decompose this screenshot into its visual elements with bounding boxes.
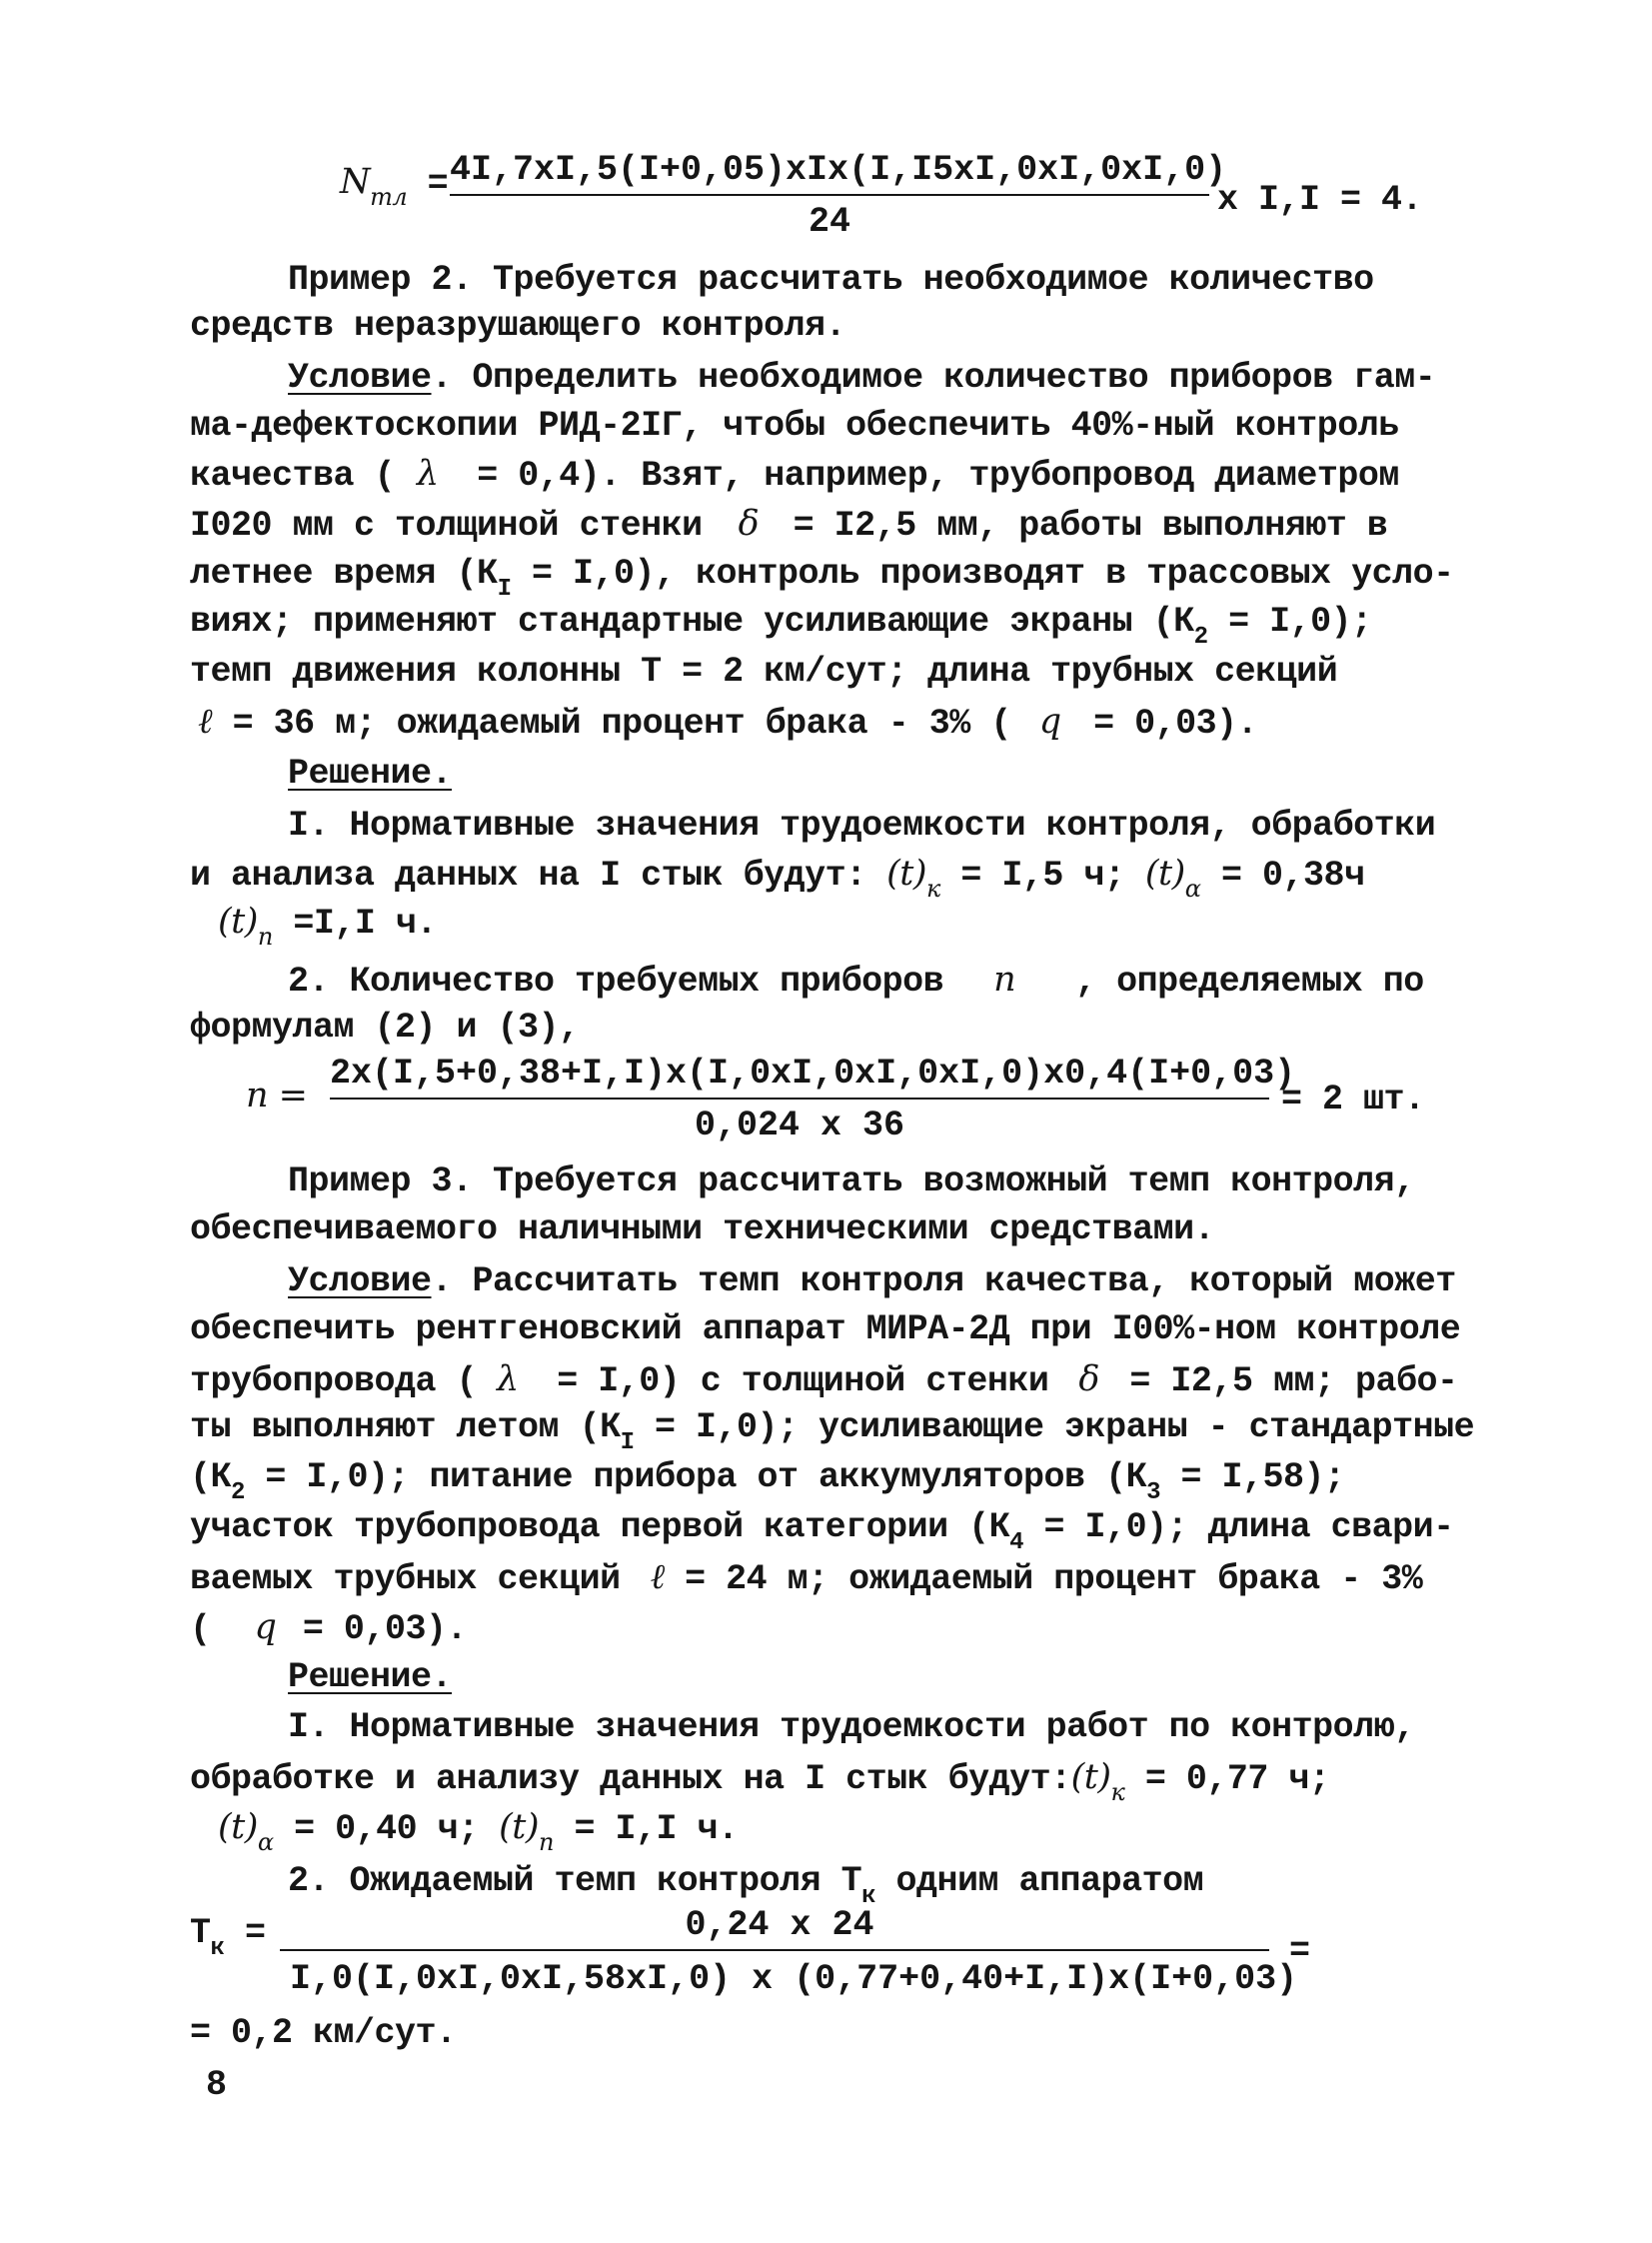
text: виях; применяют стандартные усиливающие экраны (К [190,602,1194,642]
formula-1-tail: x I,I = 4. [1217,180,1423,220]
text: = 0,77 ч; [1124,1759,1330,1799]
condition-text: . Рассчитать темп контроля качества, который может [431,1261,1456,1301]
formula-3-result: = 0,2 км/сут. [190,2013,457,2053]
example-3-condition-line-1 [288,1259,1456,1303]
example-2-step-1-line-3 [218,900,437,951]
text: 2. Количество требуемых приборов [288,962,944,1002]
formula-3-tail: = [1289,1931,1310,1971]
example-3-condition-line-3 [190,1357,1457,1403]
text: = 0,38ч [1200,856,1365,896]
text: = I,0) с толщиной стенки [536,1361,1049,1401]
subscript: I [497,576,512,603]
ell-symbol: ℓ [198,702,213,742]
example-2-solution-label [288,752,452,796]
text: , определяемых по [1075,962,1424,1002]
example-3-condition-line-7 [190,1555,1422,1601]
formula-3-fraction-bar [280,1949,1269,1951]
example-3-step-1-line-3 [218,1805,739,1856]
subscript: п [257,923,273,951]
text: (К [190,1457,232,1497]
text: = I2,5 мм; рабо- [1108,1361,1458,1401]
text: и анализа данных на I стык будут: [190,856,866,896]
solution-label: Решение. [288,1657,453,1697]
formula-1-numerator: 4I,7xI,5(I+0,05)xIx(I,I5xI,0xI,0xI,0) [450,150,1227,190]
example-3-title-line-1: Пример 3. Требуется рассчитать возможный темп контроля, [288,1161,1415,1201]
formula-2-lhs [246,1074,308,1120]
text: = 36 м; ожидаемый процент брака - 3% ( [212,704,1011,744]
text: 2. Ожидаемый темп контроля [288,1861,822,1901]
example-3-condition-line-4 [190,1405,1475,1456]
t-symbol: (t) [886,854,927,894]
text: = 0,4). Взят, например, трубопровод диаметром [456,456,1399,496]
q-symbol: q [254,1607,277,1647]
condition-label: Условие [288,358,432,398]
text: = I,5 ч; [939,856,1125,896]
text: I020 мм с толщиной стенки [190,506,703,546]
example-3-condition-line-5 [190,1455,1345,1506]
example-2-title-line-1: Пример 2. Требуется рассчитать необходимое количество [288,260,1374,300]
text: = I,0); [1207,602,1372,642]
text: = 24 м; ожидаемый процент брака - 3% [664,1559,1423,1599]
subscript: 3 [1146,1479,1160,1506]
subscript: 2 [231,1479,245,1506]
example-3-condition-line-6 [190,1505,1454,1556]
text: ваемых трубных секций [190,1559,621,1599]
text: качества ( [190,456,396,496]
example-2-step-2-line-1 [288,958,1424,1004]
text: = I,0); питание прибора от аккумуляторов (К [244,1457,1147,1497]
example-2-condition-line-2: ма-дефектоскопии РИД-2IГ, чтобы обеспечить 40%-ный контроль [190,406,1399,446]
formula-1-fraction-bar [450,194,1209,196]
formula-3-symbol: Т [190,1913,211,1953]
condition-text: . Определить необходимое количество приборов гам- [431,358,1436,398]
example-3-solution-label [288,1655,452,1699]
subscript: 4 [1009,1529,1024,1556]
delta-symbol: δ [738,504,760,544]
formula-2-tail: = 2 шт. [1281,1080,1425,1120]
lambda-symbol: λ [417,454,439,494]
t-symbol: (t) [499,1807,540,1847]
text: участок трубопровода первой категории (К [190,1507,1010,1547]
text: =I,I ч. [272,904,437,944]
q-symbol: q [1038,702,1061,742]
example-3-condition-line-8 [190,1605,467,1651]
formula-2-fraction-bar [330,1098,1269,1100]
text: трубопровода ( [190,1361,478,1401]
formula-1-subscript: тл [370,183,408,211]
equals-sign: = [244,1913,266,1953]
example-2-condition-line-1 [288,356,1435,400]
example-2-title-line-2: средств неразрушающего контроля. [190,306,846,346]
ell-symbol: ℓ [650,1557,665,1597]
condition-label: Условие [288,1261,432,1301]
text: = I,0), контроль производят в трассовых усло- [511,554,1454,594]
n-symbol: n [993,960,1016,1000]
subscript: к [861,1883,876,1910]
subscript: к [1110,1778,1125,1806]
formula-1-denominator: 24 [808,202,850,242]
subscript: α [257,1828,274,1856]
text: = 0,40 ч; [273,1809,479,1849]
example-2-step-2-line-2: формулам (2) и (3), [190,1008,580,1048]
text: ты выполняют летом (К [190,1407,621,1447]
subscript: к [926,875,940,903]
delta-symbol: δ [1078,1359,1099,1399]
subscript: к [210,1935,225,1962]
example-2-step-1-line-2 [190,852,1365,903]
text: одним аппаратом [875,1861,1204,1901]
example-2-condition-line-8 [198,700,1257,746]
formula-2-numerator: 2x(I,5+0,38+I,I)x(I,0xI,0xI,0xI,0)x0,4(I+0,03) [330,1054,1296,1094]
example-3-title-line-2: обеспечиваемого наличными техническими средствами. [190,1209,1215,1249]
formula-2-symbol: n = [246,1076,308,1116]
example-3-step-2-line-1 [288,1859,1204,1910]
example-3-condition-line-2: обеспечить рентгеновский аппарат МИРА-2Д при I00%-ном контроле [190,1309,1461,1349]
formula-3-lhs [190,1911,266,1962]
subscript: п [539,1828,554,1856]
text: = 0,03). [282,1609,467,1649]
subscript: α [1184,875,1201,903]
text: обработке и анализу данных на I стык будут: [190,1759,1071,1799]
example-2-condition-line-3 [190,452,1399,498]
example-2-condition-line-7: темп движения колонны Т = 2 км/сут; длина трубных секций [190,652,1338,692]
text: = I,I ч. [554,1809,739,1849]
example-3-step-1-line-1: I. Нормативные значения трудоемкости работ по контролю, [288,1707,1415,1747]
formula-3-denominator: I,0(I,0xI,0xI,58xI,0) x (0,77+0,40+I,I)x(I+0,03) [290,1959,1298,1999]
lambda-symbol: λ [497,1359,519,1399]
t-symbol: (t) [1070,1757,1111,1797]
example-3-step-1-line-2 [190,1755,1330,1806]
t-symbol: Т [840,1861,862,1901]
formula-3-numerator: 0,24 x 24 [685,1905,874,1945]
text: = I,0); усиливающие экраны - стандартные [634,1407,1475,1447]
solution-label: Решение. [288,754,453,794]
t-symbol: (t) [1144,854,1185,894]
t-symbol: (t) [218,1807,258,1847]
formula-2-denominator: 0,024 x 36 [694,1106,905,1145]
example-2-step-1-line-1: I. Нормативные значения трудоемкости контроля, обработки [288,806,1436,846]
formula-1-symbol: N [340,162,371,202]
subscript: I [620,1429,635,1456]
text: ( [190,1609,211,1649]
example-2-condition-line-6 [190,600,1372,651]
t-symbol: (t) [218,902,258,942]
text: летнее время (К [190,554,498,594]
text: = 0,03). [1072,704,1258,744]
example-2-condition-line-4 [190,502,1387,548]
page-number: 8 [206,2065,227,2105]
formula-1-lhs: $N_{тл}$ = [340,162,449,211]
text: = I,0); длина свари- [1023,1507,1454,1547]
text: = I2,5 мм, работы выполняют в [773,506,1388,546]
example-2-condition-line-5 [190,552,1454,603]
subscript: 2 [1193,624,1208,651]
text: = I,58); [1159,1457,1345,1497]
